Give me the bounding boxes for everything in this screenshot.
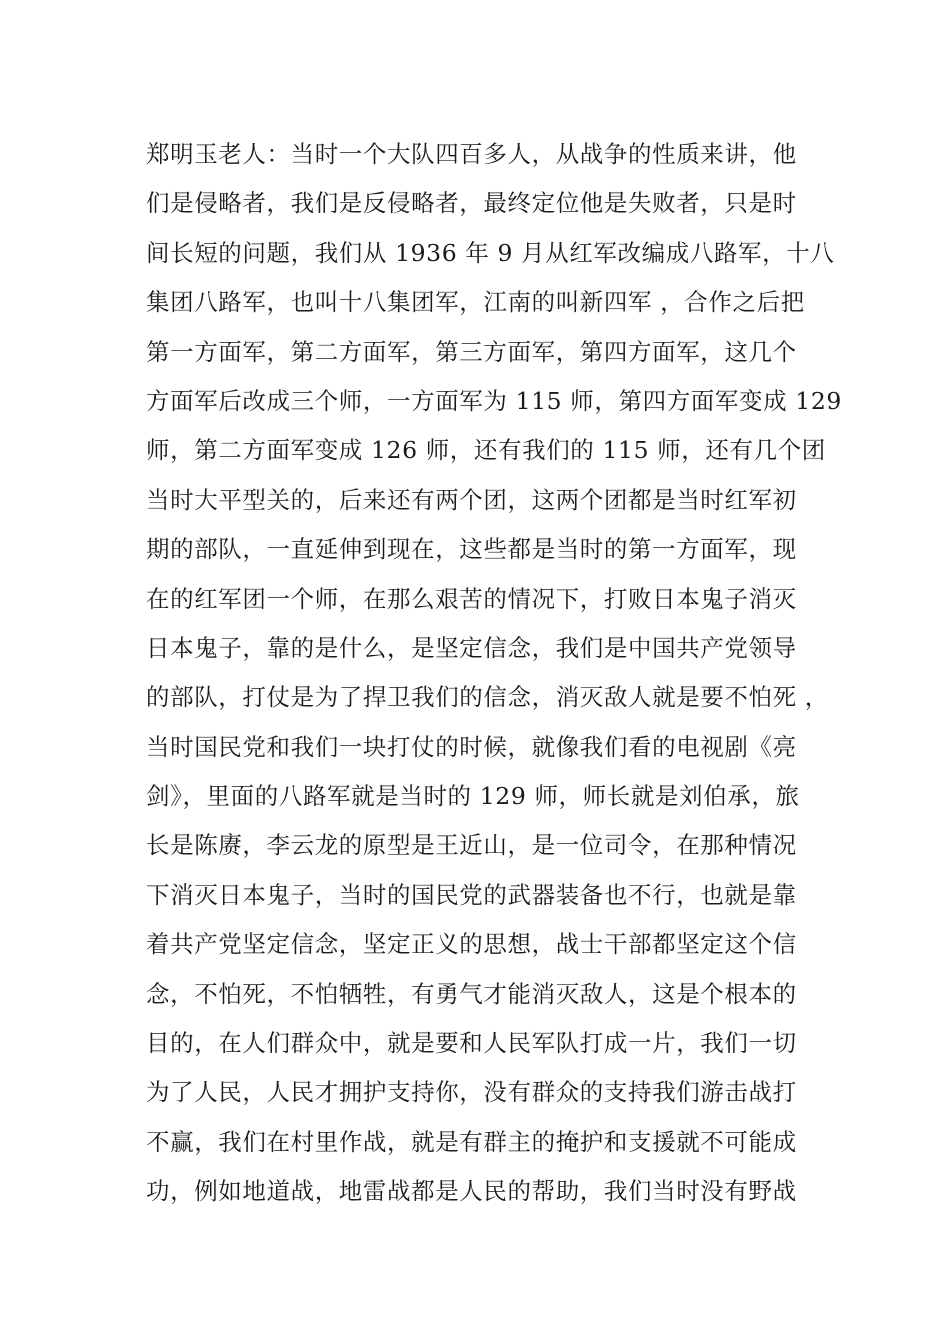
text-line: 郑明玉老人：当时一个大队四百多人，从战争的性质来讲，他 (146, 140, 797, 168)
text-line: 间长短的问题，我们从 1936 年 9 月从红军改编成八路军，十八 (146, 238, 835, 267)
text-line: 的部队，打仗是为了捍卫我们的信念，消灭敌人就是要不怕死 ， (146, 683, 829, 712)
text-line: 方面军后改成三个师，一方面军为 115 师，第四方面军变成 129 (146, 386, 842, 415)
text-line: 当时大平型关的，后来还有两个团，这两个团都是当时红军初 (146, 485, 797, 514)
text-line: 长是陈赓，李云龙的原型是王近山，是一位司令，在那种情况 (146, 831, 797, 860)
text-line: 念，不怕死，不怕牺牲，有勇气才能消灭敌人，这是个根本的 (146, 979, 797, 1008)
text-line: 剑》，里面的八路军就是当时的 129 师，师长就是刘伯承，旅 (146, 782, 800, 811)
text-line: 集团八路军，也叫十八集团军，江南的叫新四军 ，合作之后把 (146, 288, 805, 317)
text-line: 不赢，我们在村里作战，就是有群主的掩护和支援就不可能成 (146, 1127, 797, 1156)
body-paragraph (146, 130, 842, 1217)
text-line: 下消灭日本鬼子，当时的国民党的武器装备也不行，也就是靠 (146, 880, 797, 909)
text-line: 着共产党坚定信念，坚定正义的思想，战士干部都坚定这个信 (146, 930, 797, 959)
text-line: 们是侵略者，我们是反侵略者，最终定位他是失败者，只是时 (146, 189, 797, 218)
text-line: 第一方面军，第二方面军，第三方面军，第四方面军，这几个 (146, 337, 797, 366)
text-line: 目的，在人们群众中，就是要和人民军队打成一片，我们一切 (146, 1029, 797, 1058)
text-line: 师，第二方面军变成 126 师，还有我们的 115 师，还有几个团 (146, 436, 826, 465)
text-line: 为了人民，人民才拥护支持你，没有群众的支持我们游击战打 (146, 1078, 797, 1107)
text-line: 期的部队，一直延伸到现在，这些都是当时的第一方面军，现 (146, 535, 797, 564)
text-line: 功，例如地道战，地雷战都是人民的帮助，我们当时没有野战 (146, 1177, 797, 1206)
text-line: 在的红军团一个师，在那么艰苦的情况下，打败日本鬼子消灭 (146, 584, 797, 613)
text-line: 当时国民党和我们一块打仗的时候，就像我们看的电视剧《亮 (146, 732, 797, 761)
text-line: 日本鬼子，靠的是什么，是坚定信念，我们是中国共产党领导 (146, 633, 797, 662)
